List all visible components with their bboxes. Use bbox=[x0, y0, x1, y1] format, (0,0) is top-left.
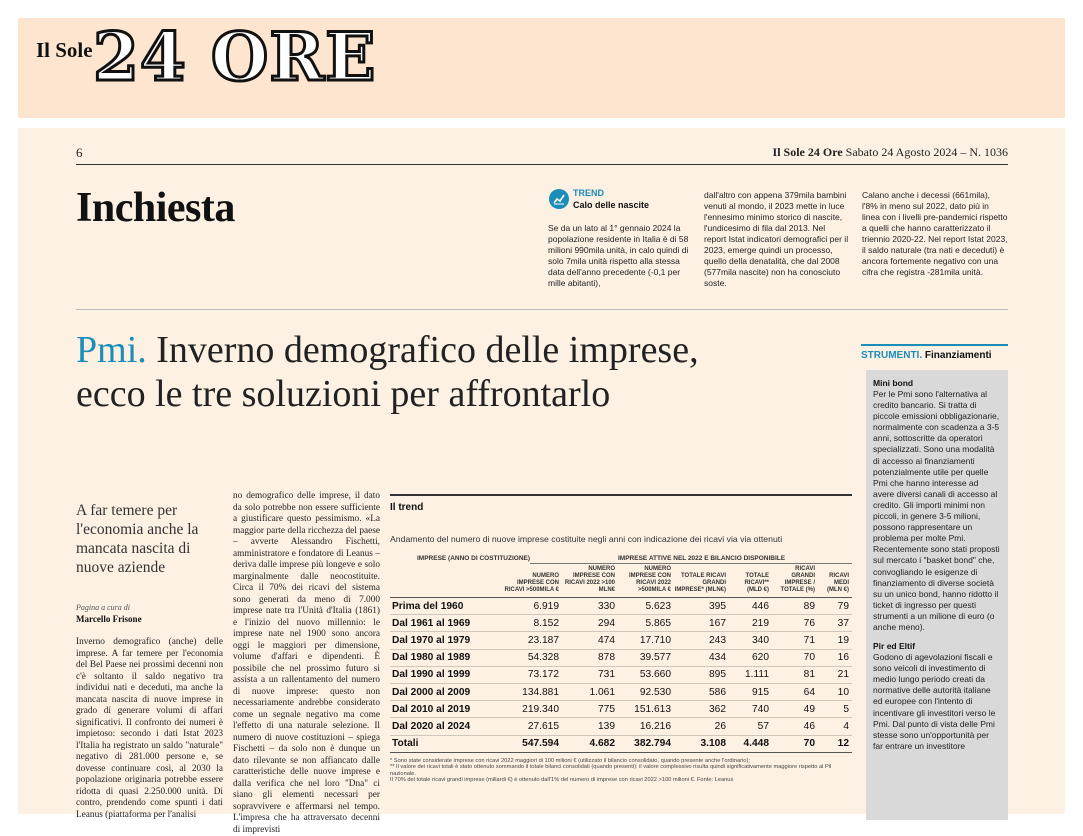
table-cell: 915 bbox=[729, 683, 772, 700]
table-cell: 4 bbox=[818, 718, 852, 735]
sidebar-header bbox=[861, 344, 1008, 361]
table-cell: 731 bbox=[562, 666, 618, 683]
table-row bbox=[390, 683, 852, 700]
table-cell: 76 bbox=[772, 615, 818, 632]
table-cell: 23.187 bbox=[504, 632, 562, 649]
row-label: Totali bbox=[390, 735, 504, 752]
table-cell: 16.216 bbox=[618, 718, 674, 735]
table-subtitle: Andamento del numero di nuove imprese costituite negli anni con indicazione dei ricavi via via ottenuti bbox=[390, 534, 783, 544]
table-cell: 243 bbox=[674, 632, 729, 649]
group-left-label: IMPRESE (ANNO DI COSTITUZIONE) bbox=[417, 555, 531, 562]
table-row bbox=[390, 632, 852, 649]
table-cell: 64 bbox=[772, 683, 818, 700]
table-cell: 219.340 bbox=[504, 701, 562, 718]
table-cell: 1.111 bbox=[729, 666, 772, 683]
trend-table bbox=[390, 494, 852, 784]
masthead-small: Il Sole bbox=[36, 38, 93, 62]
table-cell: 446 bbox=[729, 598, 772, 615]
table-cell: 474 bbox=[562, 632, 618, 649]
table-notes bbox=[390, 758, 852, 784]
table-cell: 89 bbox=[772, 598, 818, 615]
group-right-label: IMPRESE ATTIVE NEL 2022 E BILANCIO DISPONIBILE bbox=[618, 555, 786, 562]
table-cell: 330 bbox=[562, 598, 618, 615]
table-note: * Sono state considerate imprese con ricavi 2022 maggiori di 100 milioni € (utilizzato il bilancio consolidato, quando presente anche l'ordinario); bbox=[390, 757, 750, 764]
table-cell: 139 bbox=[562, 718, 618, 735]
section-title: Inchiesta bbox=[76, 185, 235, 231]
table-cell: 70 bbox=[772, 649, 818, 666]
row-label: Dal 2020 al 2024 bbox=[390, 718, 504, 735]
column-header: TOTALE RICAVI GRANDI IMPRESE* (MLN€) bbox=[674, 564, 729, 598]
trend-text-col3: Calano anche i decessi (661mila), l'8% in meno sul 2022, dato più in linea con i livelli pre-pandemici rispetto a quelli che hanno caratterizzato il triennio 2020-22. Nel report Istat 2023, il saldo naturale (tra nati e deceduti) è ancora fortemente negativo con una cifra che registra -281mila unità. bbox=[862, 190, 1008, 277]
table-row bbox=[390, 666, 852, 683]
table-cell: 73.172 bbox=[504, 666, 562, 683]
sidebar-item2-text: Godono di agevolazioni fiscali e sono veicoli di investimento di medio lungo periodo creati da normative delle autorità italiane ed europee con l'intento di incentivare gli investitori verso le Pmi. Dal punto di vista delle Pmi stesse sono un'opportunità per far entrare un investitore bbox=[873, 652, 996, 751]
table-title: Il trend bbox=[390, 502, 424, 513]
table-cell: 362 bbox=[674, 701, 729, 718]
column-header: RICAVI MEDI (MLN €) bbox=[818, 564, 852, 598]
table-cell: 340 bbox=[729, 632, 772, 649]
sidebar-item2-title: Pir ed Eltif bbox=[873, 641, 916, 652]
table-row bbox=[390, 718, 852, 735]
table-cell: 5 bbox=[818, 701, 852, 718]
byline-label: Pagina a cura di bbox=[76, 603, 130, 612]
table-cell: 5.865 bbox=[618, 615, 674, 632]
column-header: RICAVI GRANDI IMPRESE / TOTALE (%) bbox=[772, 564, 818, 598]
table-cell: 775 bbox=[562, 701, 618, 718]
lead-summary: A far temere per l'economia anche la mancata nascita di nuove aziende bbox=[76, 502, 199, 576]
sidebar-item1-text: Per le Pmi sono l'alternativa al credito bancario. Si tratta di piccole emissioni obbligazionarie, normalmente con scadenza a 3-5 anni, sottoscritte da operatori specializzati. Sono una modalità di accesso ai finanziamenti potenzialmente utile per quelle Pmi che hanno interesse ad avere diversi canali di accesso al credito. Gli importi minimi non piccoli, in genere 3-5 milioni, possono rappresentare un problema per molte Pmi. Recentemente sono stati proposti sul mercato i "basket bond" che, convogliando le esigenze di finanziamento di diverse società su un unico bond, hanno ridotto il ticket di ingresso per questi strumenti a un milione di euro (o anche meno). bbox=[873, 389, 1000, 632]
table-cell: 4.682 bbox=[562, 735, 618, 752]
table-cell: 434 bbox=[674, 649, 729, 666]
table-cell: 3.108 bbox=[674, 735, 729, 752]
table-cell: 4.448 bbox=[729, 735, 772, 752]
table-cell: 46 bbox=[772, 718, 818, 735]
table-cell: 12 bbox=[818, 735, 852, 752]
table-cell: 151.613 bbox=[618, 701, 674, 718]
table-cell: 382.794 bbox=[618, 735, 674, 752]
table-cell: 395 bbox=[674, 598, 729, 615]
column-header: NUMERO IMPRESE CON RICAVI 2022 >100 MLN€ bbox=[562, 564, 618, 598]
table-group-header bbox=[390, 552, 852, 564]
table-cell: 6.919 bbox=[504, 598, 562, 615]
table-cell: 54.328 bbox=[504, 649, 562, 666]
trend-chart-icon bbox=[549, 189, 569, 209]
table-cell: 8.152 bbox=[504, 615, 562, 632]
column-header: TOTALE RICAVI** (MLD €) bbox=[729, 564, 772, 598]
column-header: NUMERO IMPRESE CON RICAVI 2022 >500MILA € bbox=[618, 564, 674, 598]
folio bbox=[773, 145, 1008, 160]
page-number: 6 bbox=[76, 145, 83, 160]
table-cell: 71 bbox=[772, 632, 818, 649]
table-cell: 70 bbox=[772, 735, 818, 752]
byline-name: Marcello Frisone bbox=[76, 614, 142, 624]
table-header-row bbox=[390, 564, 852, 598]
table-row bbox=[390, 649, 852, 666]
row-label: Prima del 1960 bbox=[390, 598, 504, 615]
table-cell: 92.530 bbox=[618, 683, 674, 700]
row-label: Dal 2000 al 2009 bbox=[390, 683, 504, 700]
table-cell: 26 bbox=[674, 718, 729, 735]
newspaper-page bbox=[18, 128, 1065, 835]
table-row bbox=[390, 598, 852, 615]
group-rule bbox=[530, 563, 852, 564]
table-cell: 16 bbox=[818, 649, 852, 666]
table-cell: 167 bbox=[674, 615, 729, 632]
top-rule bbox=[76, 164, 1008, 165]
sidebar-item1-title: Mini bond bbox=[873, 378, 914, 388]
row-label: Dal 1970 al 1979 bbox=[390, 632, 504, 649]
table-cell: 620 bbox=[729, 649, 772, 666]
table-cell: 27.615 bbox=[504, 718, 562, 735]
column-header: NUMERO IMPRESE CON RICAVI >500MILA € bbox=[504, 564, 562, 598]
table-top-rule bbox=[390, 494, 852, 496]
table-cell: 740 bbox=[729, 701, 772, 718]
row-label: Dal 1961 al 1969 bbox=[390, 615, 504, 632]
table-cell: 17.710 bbox=[618, 632, 674, 649]
table-cell: 53.660 bbox=[618, 666, 674, 683]
table-cell: 134.881 bbox=[504, 683, 562, 700]
table-cell: 1.061 bbox=[562, 683, 618, 700]
header-label-cell bbox=[390, 564, 504, 598]
headline-line1: Inverno demografico delle imprese, bbox=[146, 329, 699, 371]
row-label: Dal 1990 al 1999 bbox=[390, 666, 504, 683]
folio-date: Sabato 24 Agosto 2024 – N. 1036 bbox=[842, 145, 1008, 159]
section-rule bbox=[76, 309, 1008, 310]
table-note: ** Il valore dei ricavi totali è stato ottenuto sommando il totale bilanci consolidati (quando presenti): il valore complessivo risulta quindi significativamente maggiore rispetto al Pil nazionale. bbox=[390, 764, 832, 777]
article-body-col2: no demografico delle imprese, il dato da solo potrebbe non essere sufficiente a giustificare questo pessimismo. «La maggior parte della ricchezza del paese – avverte Alessandro Fischetti, amministratore e fondatore di Leanus – deriva dalle imprese più longeve e solo marginalmente dalle neocostituite. Circa il 70% dei ricavi del sistema sono generati da meno di 7.000 imprese nate tra l'Unità d'Italia (1861) e l'inizio del nuovo millennio: le imprese nate nel 1900 sono ancora oggi le maggiori per dimensione, volume d'affari e dipendenti. È possibile che nel prossimo futuro si assista a un rallentamento del numero di nuove imprese: questo non necessariamente andrebbe considerato come un segnale negativo ma come l'effetto di una naturale selezione. Il numero di nuove costituzioni – spiega Fischetti – da solo non è dunque un dato rilevante se non affiancato dalle caratteristiche delle nuove imprese e dalla verifica che nel loro "Dna" ci siano gli elementi necessari per sopravvivere e affermarsi nel tempo. L'impresa che ha attraversato decenni di imprevisti bbox=[233, 491, 380, 835]
masthead bbox=[18, 18, 1065, 118]
trend-text-col2: dall'altro con appena 379mila bambini venuti al mondo, il 2023 mette in luce l'ennesimo minimo storico di nascite, l'undicesimo di fila dal 2013. Nel report Istat indicatori demografici per il 2023, emerge quindi un processo, quello della denatalità, che dal 2008 (577mila nascite) non ha conosciuto soste. bbox=[704, 190, 849, 288]
table-cell: 57 bbox=[729, 718, 772, 735]
article-body-col1: Inverno demografico (anche) delle imprese. A far temere per l'economia del Bel Paese nei prossimi decenni non c'è soltanto il saldo negativo tra individui nati e deceduti, ma anche la mancata nascita di nuove imprese in grado di generare volumi di affari significativi. Il confronto dei numeri è impietoso: secondo i dati Istat 2023 l'Italia ha registrato un saldo "naturale" negativo di 281.000 persone e, se dovesse continuare così, al 2030 la popolazione originaria potrebbe essere ridotta di quasi 2.250.000 unità. Di contro, prendendo come spunti i dati Leanus (piattaforma per l'analisi bbox=[76, 637, 223, 820]
folio-name: Il Sole 24 Ore bbox=[772, 145, 843, 159]
trend-text-col1: Se da un lato al 1° gennaio 2024 la popolazione residente in Italia è di 58 milioni 990mila unità, in calo quindi di solo 7mila unità rispetto alla stessa data dell'anno precedente (-0,1 per mille abitanti), bbox=[548, 223, 689, 288]
sidebar-kicker: STRUMENTI. bbox=[861, 350, 923, 361]
table-cell: 895 bbox=[674, 666, 729, 683]
table-cell: 294 bbox=[562, 615, 618, 632]
headline bbox=[76, 328, 856, 416]
table-cell: 79 bbox=[818, 598, 852, 615]
data-table bbox=[390, 564, 852, 753]
table-cell: 10 bbox=[818, 683, 852, 700]
table-total-row bbox=[390, 735, 852, 752]
table-row bbox=[390, 615, 852, 632]
table-body bbox=[390, 598, 852, 753]
table-cell: 586 bbox=[674, 683, 729, 700]
table-cell: 21 bbox=[818, 666, 852, 683]
table-cell: 5.623 bbox=[618, 598, 674, 615]
table-cell: 878 bbox=[562, 649, 618, 666]
table-cell: 19 bbox=[818, 632, 852, 649]
trend-tag: TREND bbox=[573, 188, 604, 198]
headline-keyword: Pmi. bbox=[76, 329, 147, 371]
table-cell: 37 bbox=[818, 615, 852, 632]
sidebar-box bbox=[866, 370, 1008, 820]
masthead-logo: 24 ORE bbox=[93, 18, 377, 96]
table-cell: 81 bbox=[772, 666, 818, 683]
row-label: Dal 1980 al 1989 bbox=[390, 649, 504, 666]
table-cell: 49 bbox=[772, 701, 818, 718]
table-cell: 219 bbox=[729, 615, 772, 632]
table-row bbox=[390, 701, 852, 718]
sidebar-label: Finanziamenti bbox=[922, 350, 992, 361]
table-cell: 547.594 bbox=[504, 735, 562, 752]
trend-title: Calo delle nascite bbox=[573, 200, 650, 210]
row-label: Dal 2010 al 2019 bbox=[390, 701, 504, 718]
table-note: Il 70% del totale ricavi grandi imprese (miliardi €) è ottenuto dall'1% del numero di imprese con ricavi 2022 >100 milioni €. Fonte: Leanus bbox=[390, 777, 734, 784]
table-cell: 39.577 bbox=[618, 649, 674, 666]
headline-line2: ecco le tre soluzioni per affrontarlo bbox=[76, 373, 611, 415]
